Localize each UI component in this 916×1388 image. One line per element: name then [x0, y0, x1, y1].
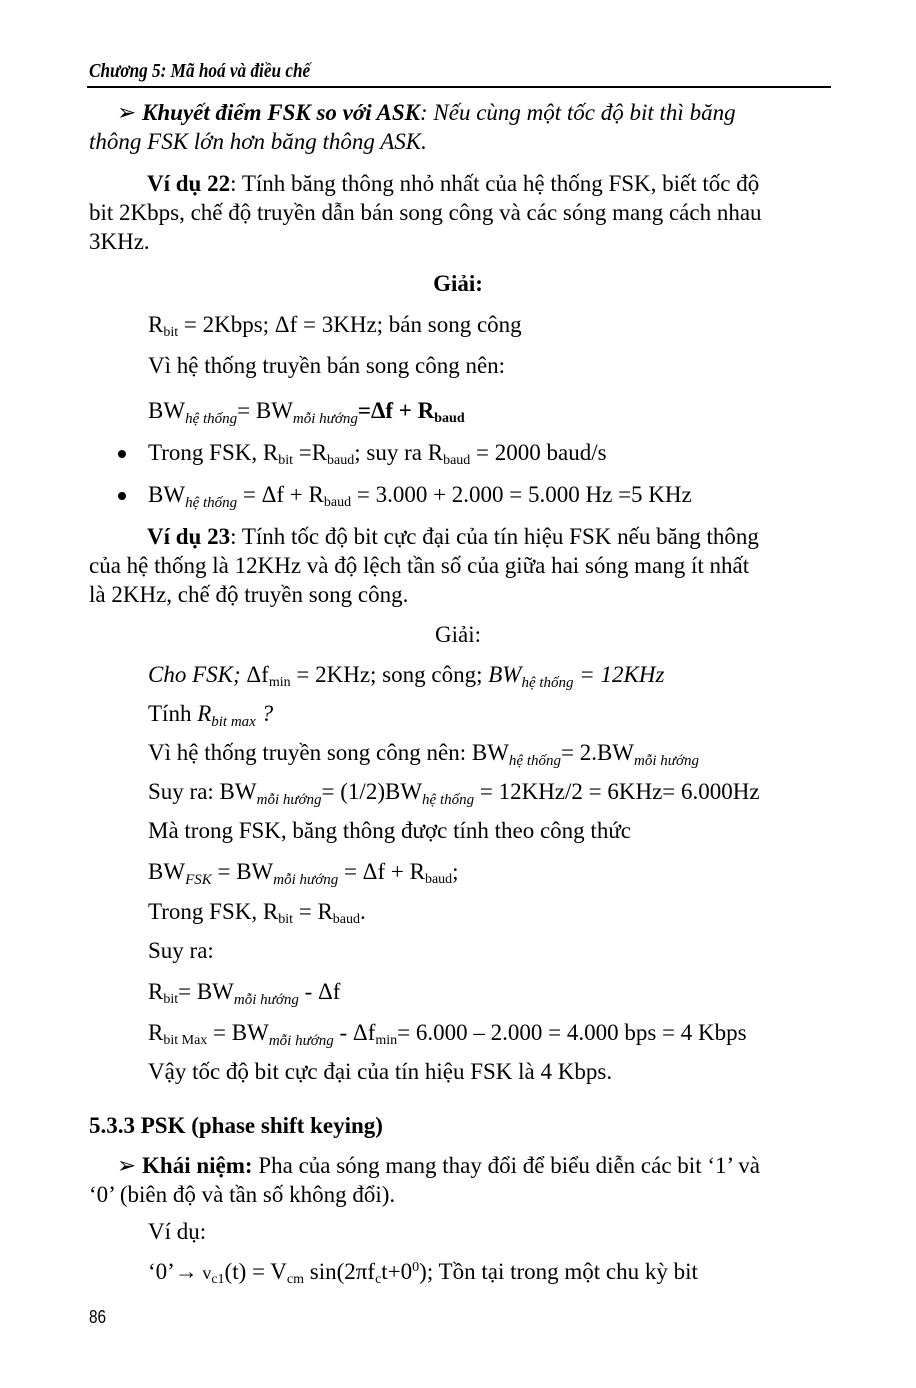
example-22-label: Ví dụ 22 [147, 171, 231, 196]
header-divider [87, 86, 831, 88]
solution-title-22: Giải: [433, 271, 483, 296]
bullet-icon [118, 450, 126, 458]
arrow-icon: → [174, 1259, 198, 1284]
find-23: Tính $R_{bit max}$ ? [148, 701, 274, 730]
arrow-bullet-icon: ➢ [117, 100, 137, 125]
page-number: 86 [89, 1307, 107, 1327]
solution-title-23: Giải: [435, 622, 481, 647]
given-22: $R_{bit}$ = 2Kbps; Δf = 3KHz; bán song công [148, 312, 522, 340]
rbit-equals-rbaud: Trong FSK, $R_{bit} = R_{baud}$. [148, 899, 366, 927]
concept-paragraph: ➢ Khái niệm: Pha của sóng mang thay đổi để biểu diễn các bit ‘1’ và ‘0’ (biên độ và tần số không đổi). [89, 1153, 760, 1207]
example-22-paragraph: Ví dụ 22: Tính băng thông nhỏ nhất của hệ thống FSK, biết tốc độ bit 2Kbps, chế độ truyền dẫn bán song công và các sóng mang cách nhau 3KHz. [89, 171, 762, 254]
therefore-23: Suy ra: [148, 938, 214, 963]
formula-intro-23: Mà trong FSK, băng thông được tính theo công thức [148, 818, 631, 843]
arrow-bullet-icon: ➢ [117, 1153, 137, 1178]
derive-23: Suy ra: $BW_{mỗi hướng}= (1/2)BW_{hệ thống} = 12KHz/2 = 6KHz= 6.000Hz$ [148, 779, 760, 808]
bw-fsk-formula: $BW_{FSK} = BW_{mỗi hướng} = \Delta f + R_{baud}$; [148, 859, 459, 888]
example-23-label: Ví dụ 23 [147, 524, 231, 549]
formula-22: $BW_{hệ thống}= BW_{mỗi hướng}=\Delta f + R_{baud}$ [148, 398, 465, 427]
given-23: Cho FSK; $\Delta f_{min} = 2KHz$; song công; $BW_{hệ thống} = 12KHz$ [148, 662, 665, 691]
example-23-paragraph: Ví dụ 23: Tính tốc độ bit cực đại của tín hiệu FSK nếu băng thông của hệ thống là 12KHz và độ lệch tần số của giữa hai sóng mang ít nhất là 2KHz, chế độ truyền song công. [89, 524, 759, 607]
disadvantage-paragraph: ➢ Khuyết điểm FSK so với ASK: Nếu cùng một tốc độ bit thì băng thông FSK lớn hơn băng thông ASK. [89, 100, 736, 154]
concept-label: Khái niệm: [142, 1153, 253, 1178]
psk-formula: ‘0’→ $v_{c1}(t) = V_{cm}$ $\sin(2\pi f_ct+0^0)$; Tồn tại trong một chu kỳ bit [148, 1259, 698, 1287]
disadvantage-label: Khuyết điểm FSK so với ASK [142, 100, 420, 125]
reason-22: Vì hệ thống truyền bán song công nên: [148, 353, 506, 378]
rbit-max-formula: $R_{bit Max} = BW_{mỗi hướng} - \Delta f_{min}= 6.000 - 2.000 = 4.000$ bps = 4 Kbps [148, 1020, 747, 1049]
example-label: Ví dụ: [148, 1219, 207, 1244]
bullet-item-1: Trong FSK, $R_{bit} =R_{baud}$; suy ra $R_{baud} = 2000$ baud/s [148, 440, 607, 468]
chapter-header: Chương 5: Mã hoá và điều chế [89, 60, 311, 82]
reason-23: Vì hệ thống truyền song công nên: $BW_{hệ thống}= 2.BW_{mỗi hướng}$ [148, 740, 699, 769]
conclusion-23: Vậy tốc độ bit cực đại của tín hiệu FSK là 4 Kbps. [148, 1059, 613, 1084]
section-title: 5.3.3 PSK (phase shift keying) [89, 1113, 383, 1138]
rbit-formula: $R_{bit}= BW_{mỗi hướng} - \Delta f$ [148, 979, 341, 1008]
bullet-icon [118, 492, 126, 500]
bullet-item-2: $BW_{hệ thống} = \Delta f + R_{baud} = 3.000 + 2.000 = 5.000$ Hz =5 KHz [148, 482, 692, 511]
